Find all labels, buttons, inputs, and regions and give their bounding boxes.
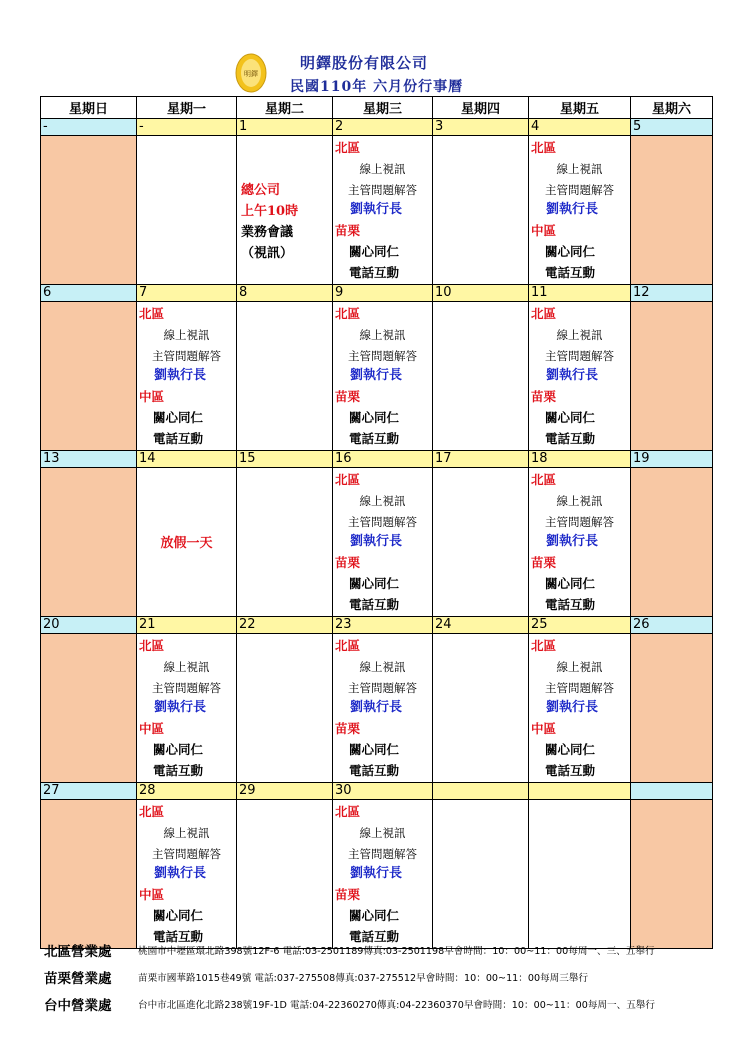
event-line: 電話互動 [545, 762, 596, 778]
weekday-wed: 星期三 [333, 97, 433, 119]
day-cell [433, 468, 529, 617]
event-speaker: 劉執行長 [154, 368, 207, 384]
day-cell [529, 468, 631, 617]
day-cell [529, 634, 631, 783]
event-line: 電話互動 [545, 596, 596, 612]
day-cell [237, 800, 333, 949]
day-cell-weekend [631, 634, 713, 783]
event-line: 電話互動 [545, 430, 596, 446]
event-line: 線上視訊 [556, 327, 603, 342]
day-cell [529, 302, 631, 451]
meeting-title: 業務會議 [241, 225, 294, 240]
date-cell: 28 [137, 783, 237, 800]
event-speaker: 劉執行長 [350, 202, 403, 218]
date-cell: 30 [333, 783, 433, 800]
day-cell [237, 302, 333, 451]
date-cell: 8 [237, 285, 333, 302]
date-cell: 15 [237, 451, 333, 468]
event-region: 苗栗 [531, 555, 557, 571]
event-line: 線上視訊 [359, 493, 406, 508]
event-region: 苗栗 [335, 887, 361, 903]
event-speaker: 劉執行長 [154, 866, 207, 882]
event-line: 關心同仁 [153, 409, 204, 425]
event-region: 北區 [335, 306, 361, 321]
event-region: 中區 [139, 389, 165, 405]
event-region: 北區 [335, 804, 361, 819]
date-cell: 17 [433, 451, 529, 468]
event-line: 線上視訊 [359, 825, 406, 840]
event-line: 關心同仁 [349, 409, 400, 425]
event-region: 中區 [531, 223, 557, 239]
day-cell-weekend [41, 634, 137, 783]
day-cell-weekend [631, 468, 713, 617]
date-cell: 18 [529, 451, 631, 468]
day-cell [433, 136, 529, 285]
date-cell: 12 [631, 285, 713, 302]
footer-detail-taichung: 台中市北區進化北路238號19F-1D 電話:04-22360270傳真:04-22360370早會時間：10：00~11：00每周一、五舉行 [138, 1000, 655, 1011]
event-block [137, 800, 236, 948]
date-cell: 23 [333, 617, 433, 634]
weekday-mon: 星期一 [137, 97, 237, 119]
event-line: 線上視訊 [556, 493, 603, 508]
date-cell: 5 [631, 119, 713, 136]
footer-office-north: 北區營業處 [44, 944, 112, 960]
week-1-events [41, 136, 713, 285]
date-cell: 10 [433, 285, 529, 302]
weekday-header-row [41, 97, 713, 119]
day-cell [529, 136, 631, 285]
date-cell: 14 [137, 451, 237, 468]
date-cell: 6 [41, 285, 137, 302]
footer-office-miaoli: 苗栗營業處 [44, 971, 112, 987]
event-speaker: 劉執行長 [350, 534, 403, 550]
day-cell [237, 468, 333, 617]
event-line: 主管問題解答 [545, 514, 614, 529]
day-cell [333, 302, 433, 451]
date-cell: 1 [237, 119, 333, 136]
weekday-sat: 星期六 [631, 97, 713, 119]
week-2-events [41, 302, 713, 451]
event-speaker: 劉執行長 [546, 700, 599, 716]
event-block [333, 634, 432, 782]
event-region: 北區 [139, 306, 165, 321]
date-cell: 27 [41, 783, 137, 800]
day-cell [333, 634, 433, 783]
event-line: 電話互動 [349, 762, 400, 778]
day-cell [237, 634, 333, 783]
event-line: 主管問題解答 [545, 348, 614, 363]
event-line: 線上視訊 [359, 659, 406, 674]
event-speaker: 劉執行長 [350, 368, 403, 384]
event-region: 中區 [531, 721, 557, 737]
day-cell [137, 800, 237, 949]
date-cell: 7 [137, 285, 237, 302]
event-line: 關心同仁 [349, 907, 400, 923]
meeting-event [237, 136, 332, 264]
date-cell [529, 783, 631, 800]
week-3-events [41, 468, 713, 617]
event-region: 苗栗 [335, 721, 361, 737]
event-line: 線上視訊 [359, 161, 406, 176]
day-cell [433, 302, 529, 451]
date-cell: 16 [333, 451, 433, 468]
date-cell [433, 783, 529, 800]
event-line: 電話互動 [153, 928, 204, 944]
event-region: 苗栗 [335, 555, 361, 571]
day-cell [137, 136, 237, 285]
event-block [137, 302, 236, 450]
date-cell: 22 [237, 617, 333, 634]
day-cell [529, 800, 631, 949]
event-line: 線上視訊 [163, 659, 210, 674]
event-region: 北區 [139, 638, 165, 653]
event-region: 北區 [139, 804, 165, 819]
day-cell-weekend [41, 468, 137, 617]
event-region: 北區 [531, 306, 557, 321]
logo-text: 明鐸 [244, 70, 258, 78]
event-line: 關心同仁 [349, 243, 400, 259]
week-1-dates [41, 119, 713, 136]
event-line: 關心同仁 [153, 907, 204, 923]
event-speaker: 劉執行長 [154, 700, 207, 716]
event-line: 電話互動 [349, 928, 400, 944]
event-line: 主管問題解答 [545, 680, 614, 695]
date-cell: 26 [631, 617, 713, 634]
event-block [529, 302, 630, 450]
date-cell [631, 783, 713, 800]
event-line: 電話互動 [349, 430, 400, 446]
event-block [333, 302, 432, 450]
meeting-mode: （視訊） [241, 246, 294, 261]
date-cell: 9 [333, 285, 433, 302]
weekday-tue: 星期二 [237, 97, 333, 119]
event-region: 北區 [531, 472, 557, 487]
calendar-table [40, 96, 713, 949]
event-line: 關心同仁 [153, 741, 204, 757]
event-line: 主管問題解答 [348, 846, 417, 861]
weekday-fri: 星期五 [529, 97, 631, 119]
day-cell [333, 800, 433, 949]
date-cell: 19 [631, 451, 713, 468]
date-cell: 21 [137, 617, 237, 634]
event-line: 主管問題解答 [348, 680, 417, 695]
footer-office-taichung: 台中營業處 [44, 998, 112, 1014]
date-cell: 11 [529, 285, 631, 302]
company-title: 明鐸股份有限公司 [300, 54, 429, 72]
event-block [333, 800, 432, 948]
event-line: 主管問題解答 [152, 348, 221, 363]
date-cell: 20 [41, 617, 137, 634]
event-line: 主管問題解答 [348, 348, 417, 363]
event-line: 線上視訊 [359, 327, 406, 342]
event-line: 關心同仁 [545, 741, 596, 757]
event-region: 中區 [139, 721, 165, 737]
meeting-location: 總公司 [241, 183, 281, 198]
week-3-dates [41, 451, 713, 468]
event-line: 關心同仁 [349, 575, 400, 591]
holiday-label: 放假一天 [160, 536, 213, 551]
event-line: 主管問題解答 [152, 680, 221, 695]
event-region: 北區 [531, 140, 557, 155]
week-2-dates [41, 285, 713, 302]
event-line: 關心同仁 [349, 741, 400, 757]
event-line: 電話互動 [349, 596, 400, 612]
meeting-time: 上午10時 [241, 204, 299, 219]
event-speaker: 劉執行長 [350, 866, 403, 882]
date-cell: 29 [237, 783, 333, 800]
week-5-events [41, 800, 713, 949]
week-5-dates [41, 783, 713, 800]
event-line: 線上視訊 [163, 327, 210, 342]
event-region: 北區 [531, 638, 557, 653]
date-cell: 2 [333, 119, 433, 136]
date-cell: - [41, 119, 137, 136]
event-line: 主管問題解答 [348, 182, 417, 197]
event-speaker: 劉執行長 [546, 202, 599, 218]
event-line: 主管問題解答 [348, 514, 417, 529]
event-speaker: 劉執行長 [546, 534, 599, 550]
event-block [137, 634, 236, 782]
day-cell [333, 136, 433, 285]
date-cell: 25 [529, 617, 631, 634]
day-cell-weekend [41, 800, 137, 949]
event-line: 關心同仁 [545, 243, 596, 259]
company-logo [232, 50, 270, 94]
event-block [333, 136, 432, 284]
event-line: 關心同仁 [545, 409, 596, 425]
event-block [529, 468, 630, 616]
day-cell [333, 468, 433, 617]
event-block [333, 468, 432, 616]
event-region: 北區 [335, 140, 361, 155]
event-block [529, 634, 630, 782]
event-speaker: 劉執行長 [546, 368, 599, 384]
event-block [529, 136, 630, 284]
weekday-sun: 星期日 [41, 97, 137, 119]
event-region: 苗栗 [531, 389, 557, 405]
date-cell: 4 [529, 119, 631, 136]
date-cell: 3 [433, 119, 529, 136]
day-cell-weekend [41, 302, 137, 451]
calendar-subtitle: 民國110年 六月份行事曆 [290, 79, 464, 95]
day-cell [237, 136, 333, 285]
day-cell [137, 302, 237, 451]
event-region: 苗栗 [335, 389, 361, 405]
event-line: 電話互動 [349, 264, 400, 280]
day-cell [433, 800, 529, 949]
day-cell [137, 634, 237, 783]
event-region: 北區 [335, 472, 361, 487]
date-cell: 13 [41, 451, 137, 468]
weekday-thu: 星期四 [433, 97, 529, 119]
day-cell-weekend [631, 302, 713, 451]
event-region: 中區 [139, 887, 165, 903]
event-line: 關心同仁 [545, 575, 596, 591]
day-cell-weekend [41, 136, 137, 285]
week-4-events [41, 634, 713, 783]
event-line: 電話互動 [153, 430, 204, 446]
event-line: 電話互動 [153, 762, 204, 778]
day-cell [137, 468, 237, 617]
day-cell-weekend [631, 800, 713, 949]
event-line: 主管問題解答 [152, 846, 221, 861]
footer-detail-miaoli: 苗栗市國華路1015巷49號 電話:037-275508傳真:037-275512早會時間：10：00~11：00每周三舉行 [138, 973, 589, 984]
event-speaker: 劉執行長 [350, 700, 403, 716]
event-line: 線上視訊 [556, 161, 603, 176]
event-line: 線上視訊 [163, 825, 210, 840]
event-region: 苗栗 [335, 223, 361, 239]
event-region: 北區 [335, 638, 361, 653]
event-line: 主管問題解答 [545, 182, 614, 197]
day-cell-weekend [631, 136, 713, 285]
date-cell: 24 [433, 617, 529, 634]
week-4-dates [41, 617, 713, 634]
event-line: 線上視訊 [556, 659, 603, 674]
footer-detail-north: 桃園市中壢區環北路398號12F-6 電話:03-2501189傳真:03-2501198早會時間：10：00~11：00每周一、三、五舉行 [138, 946, 655, 957]
date-cell: - [137, 119, 237, 136]
event-line: 電話互動 [545, 264, 596, 280]
day-cell [433, 634, 529, 783]
